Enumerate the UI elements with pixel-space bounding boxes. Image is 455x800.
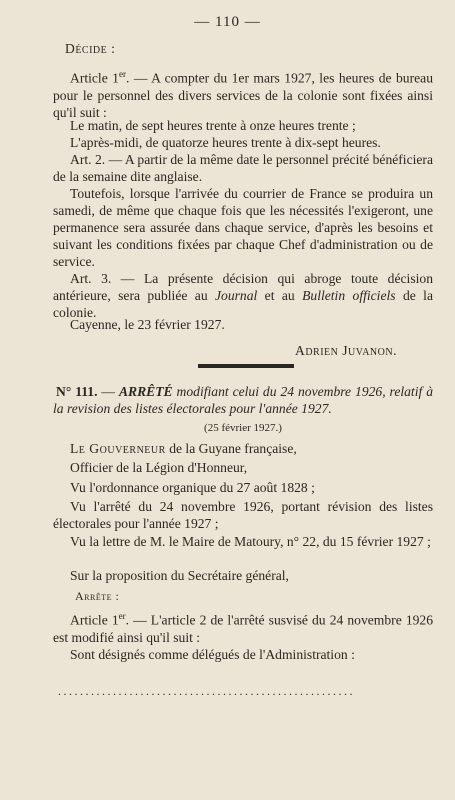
toutefois-paragraph: Toutefois, lorsque l'arrivée du courrier de France se produira un samedi, de même que chaque fois que les nécessités l'exigeront, une permanence sera assurée dans chaque service, d'après les besoins et suivant les conditions fixées par chaque Chef d'administration ou de service. [53,186,433,269]
article-1-text: . — A compter du 1er mars 1927, les heures de bureau pour le personnel des divers services de la colonie sont fixées ainsi qu'il suit : [53,70,433,120]
afternoon-hours: L'après-midi, de quatorze heures trente à dix-sept heures. [70,135,381,150]
vu-arrete: Vu l'arrêté du 24 novembre 1926, portant révision des listes électorales pour l'année 1927 ; [53,499,433,531]
arrete-word: ARRÊTÉ [118,384,173,399]
journal-title: Journal [215,288,258,303]
section-divider [198,364,294,368]
gouverneur-title: Le Gouverneur [70,441,166,456]
decide-heading: Décide : [65,41,116,56]
article-1-sup: er [118,69,126,79]
proposition-line: Sur la proposition du Secrétaire général, [70,568,289,583]
article-2-paragraph: Art. 2. — A partir de la même date le personnel précité bénéficiera de la semaine dite anglaise. [53,152,433,184]
arrete-header: N° 111. — ARRÊTÉ modifiant celui du 24 novembre 1926, relatif à la revision des listes électorales pour l'année 1927. [53,384,433,416]
arrete-heading: Arrête : [75,589,120,603]
arrete-number: N° 111. [56,384,98,399]
place-date: Cayenne, le 23 février 1927. [70,317,225,332]
gouverneur-line: Le Gouverneur de la Guyane française, [70,441,297,456]
morning-hours: Le matin, de sept heures trente à onze heures trente ; [70,118,356,133]
article-1-paragraph [53,66,433,121]
signature: Adrien Juvanon. [295,343,397,358]
sont-designes: Sont désignés comme délégués de l'Administration : [70,647,355,662]
article-1-label: Article 1 [70,70,119,86]
page-number: — 110 — [194,14,261,30]
officier-line: Officier de la Légion d'Honneur, [70,460,248,475]
article-3-paragraph: Art. 3. — La présente décision qui abroge toute décision antérieure, sera publiée au Journal et au Bulletin officiels de la colonie. [53,271,433,320]
vu-ordonnance: Vu l'ordonnance organique du 27 août 1828 ; [70,480,315,495]
vu-lettre: Vu la lettre de M. le Maire de Matoury, n° 22, du 15 février 1927 ; [70,534,431,549]
article-1-modif: Article 1er. — L'article 2 de l'arrêté susvisé du 24 novembre 1926 est modifié ainsi qu'il suit : [53,611,434,645]
arrete-title: modifiant celui du 24 novembre 1926, relatif à la revision des listes électorales pour l'année 1927. [53,384,433,416]
bulletin-title: Bulletin officiels [302,288,396,303]
dotted-leader: ...................................................... [58,684,355,698]
arrete-date: (25 février 1927.) [204,422,282,434]
